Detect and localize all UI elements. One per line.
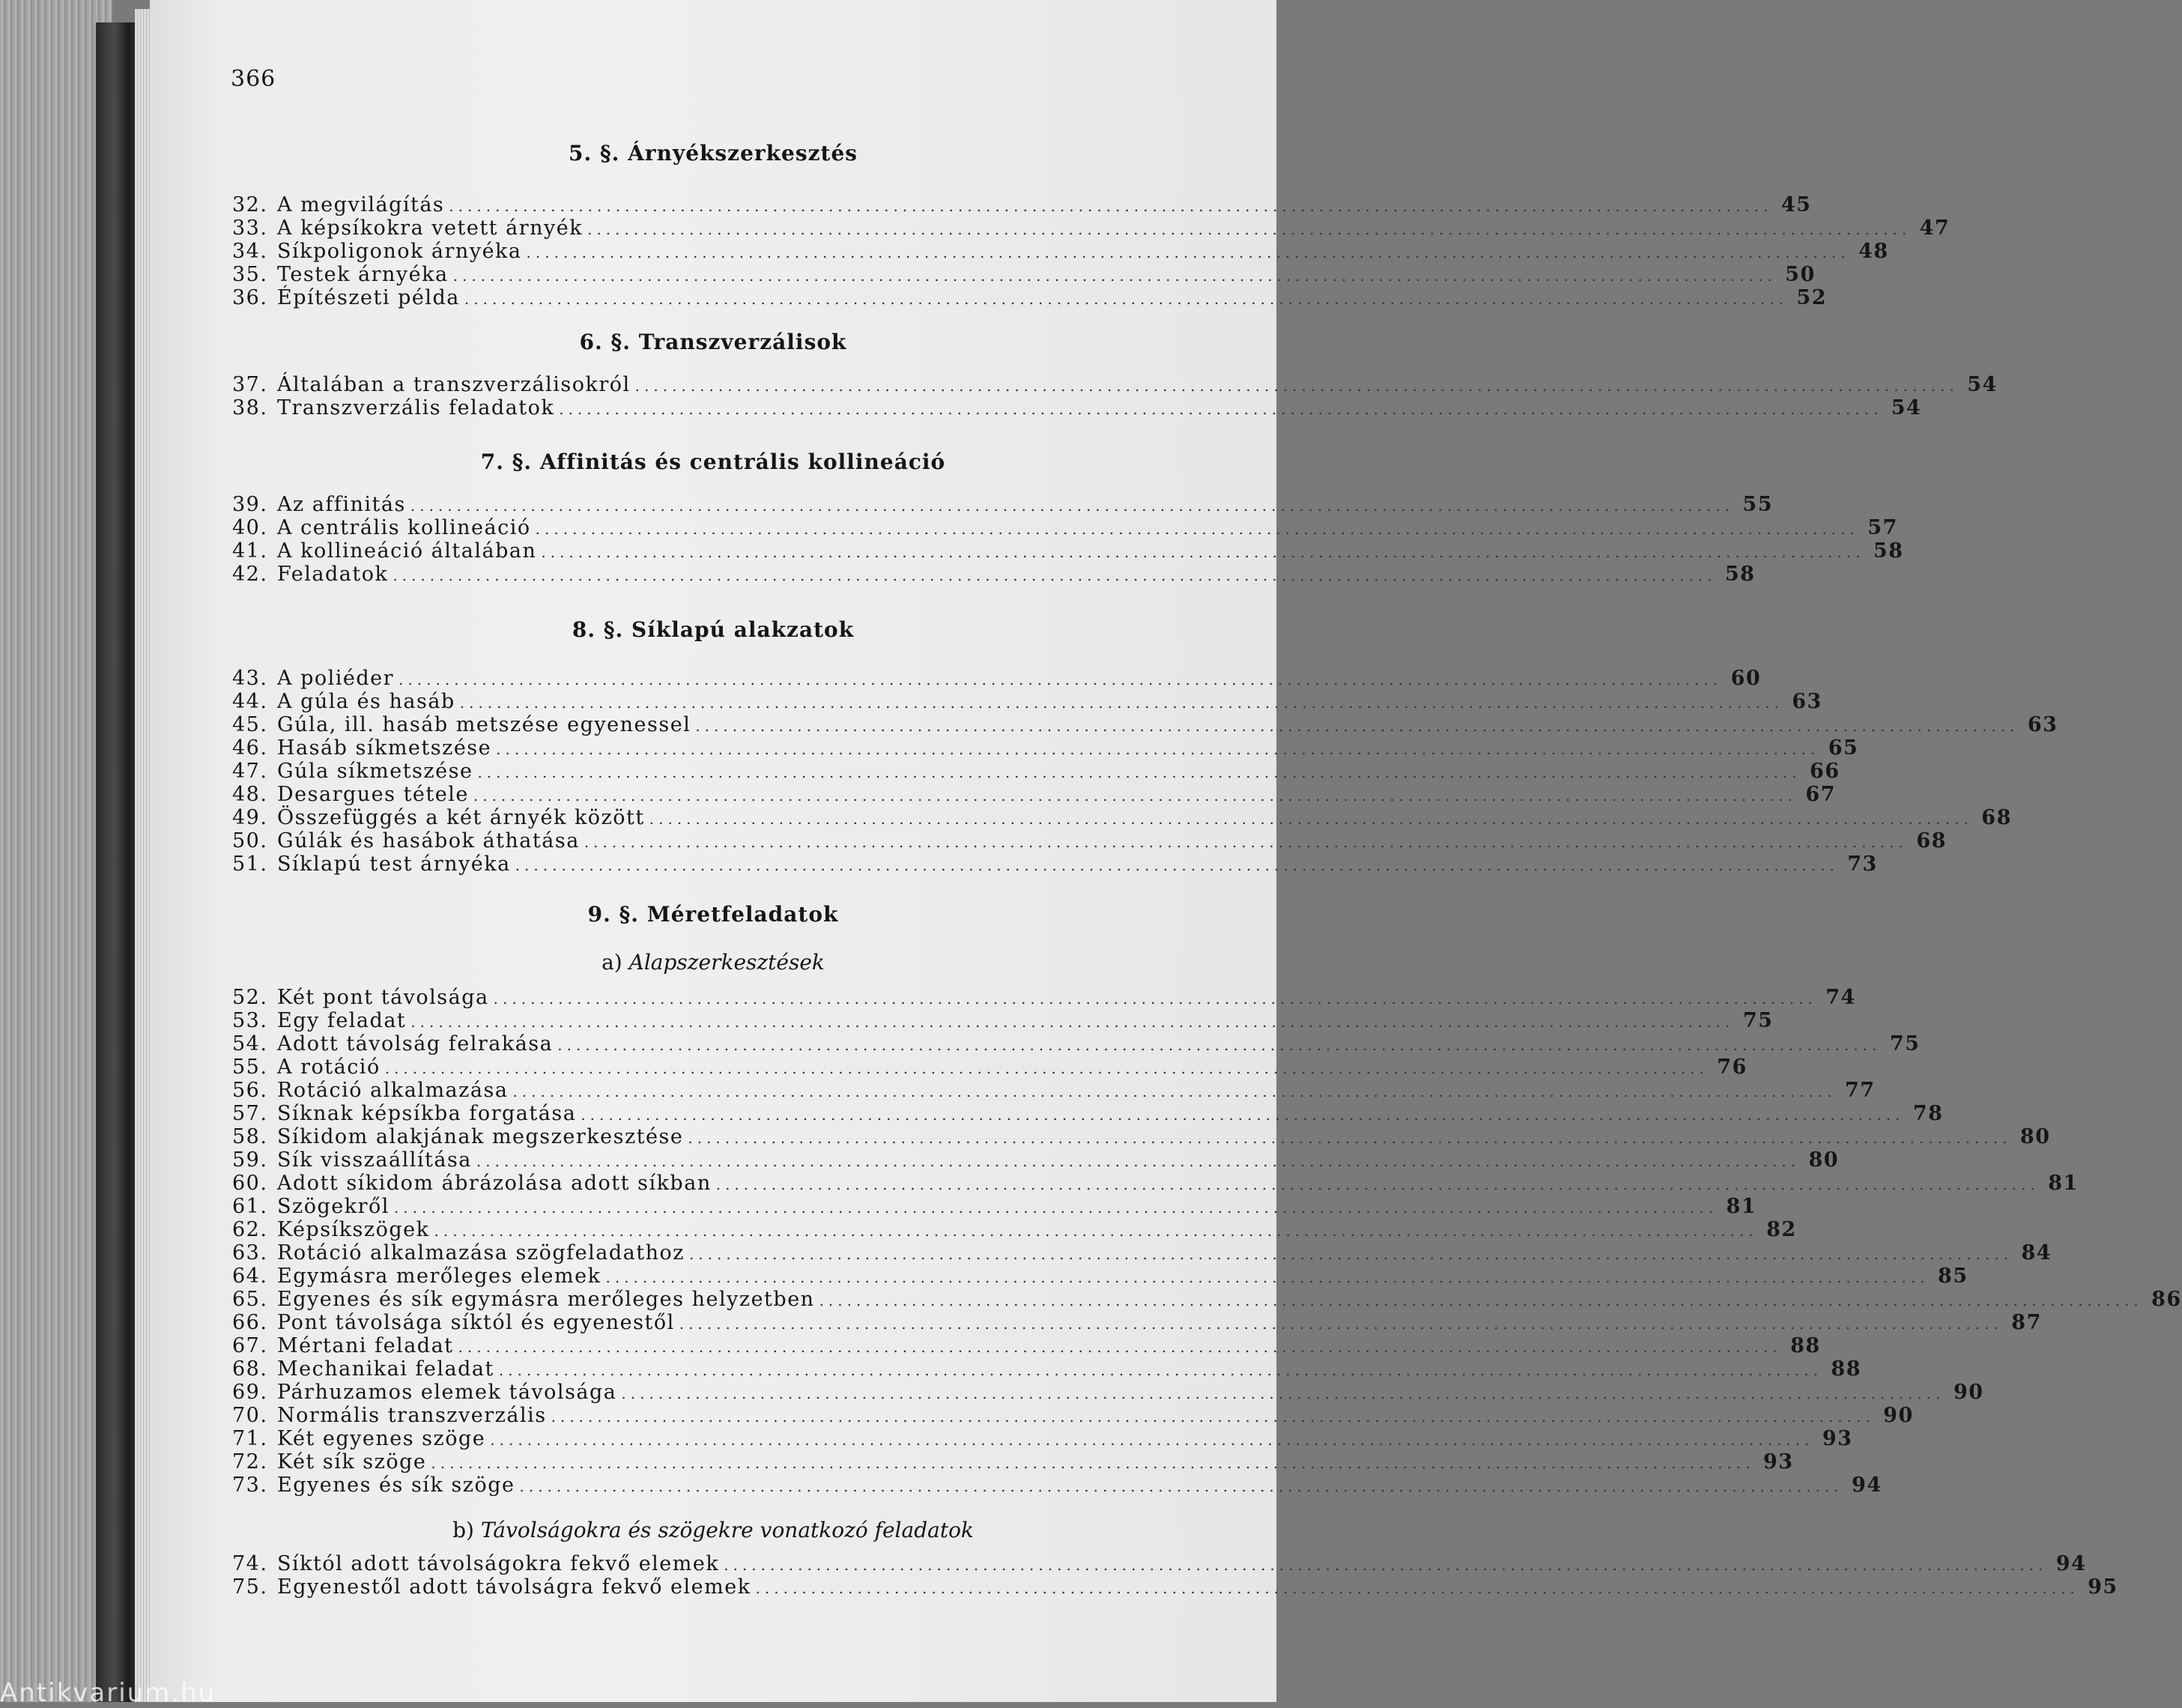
entry-title: Két egyenes szöge	[277, 1427, 486, 1450]
toc-entry[interactable]: 72. Két sík szöge ............................................................................................................................................... 93	[232, 1450, 1794, 1474]
entry-page: 52	[1796, 286, 1827, 309]
entry-number: 54.	[232, 1032, 268, 1056]
entry-page: 74	[1825, 986, 1856, 1009]
toc-entry[interactable]: 65. Egyenes és sík egymásra merőleges helyzetben ............................................................................................................................................... 86	[232, 1288, 2182, 1311]
entry-number: 52.	[232, 986, 268, 1009]
entry-page: 94	[1852, 1474, 1882, 1497]
entry-number: 68.	[232, 1357, 268, 1381]
entry-title: A poliéder	[277, 667, 395, 690]
entry-title: Normális transzverzális	[277, 1404, 547, 1427]
entry-page: 88	[1831, 1357, 1861, 1381]
entry-number: 63.	[232, 1241, 268, 1265]
entry-page: 80	[2019, 1125, 2051, 1148]
entry-title: Adott távolság felrakása	[277, 1032, 554, 1056]
toc-entry[interactable]: 51. Síklapú test árnyéka ............................................................................................................................................... 73	[232, 853, 1878, 876]
toc-entry[interactable]: 60. Adott síkidom ábrázolása adott síkban ............................................................................................................................................... 81	[232, 1172, 2079, 1195]
entry-number: 37.	[232, 373, 268, 396]
entry-title: Gúla síkmetszése	[277, 760, 473, 783]
toc-entry[interactable]: 42. Feladatok ............................................................................................................................................... 58	[232, 563, 1756, 586]
entry-number: 66.	[232, 1311, 268, 1334]
entry-number: 60.	[232, 1172, 268, 1195]
subsection-label: b)	[452, 1518, 474, 1542]
entry-title: Egyenes és sík egymásra merőleges helyzetben	[277, 1288, 815, 1311]
entry-number: 59.	[232, 1148, 268, 1172]
entry-title: Sík visszaállítása	[277, 1148, 472, 1172]
entry-page: 67	[1805, 783, 1836, 806]
entry-number: 34.	[232, 240, 268, 263]
entry-number: 48.	[232, 783, 268, 806]
entry-number: 35.	[232, 263, 268, 286]
entry-title: Feladatok	[277, 563, 389, 586]
subsection-name: Alapszerkesztések	[628, 950, 825, 975]
entry-page: 68	[1981, 806, 2012, 829]
entry-page: 54	[1891, 396, 1922, 420]
entry-page: 75	[1889, 1032, 1921, 1056]
entry-number: 55.	[232, 1056, 268, 1079]
entry-number: 70.	[232, 1404, 268, 1427]
entry-title: Síknak képsíkba forgatása	[277, 1102, 577, 1125]
toc-entry[interactable]: 52. Két pont távolsága ............................................................................................................................................... 74	[232, 986, 1856, 1009]
entry-page: 60	[1730, 667, 1762, 690]
toc-entry[interactable]: 57. Síknak képsíkba forgatása ............................................................................................................................................... 78	[232, 1102, 1944, 1125]
entry-page: 93	[1763, 1450, 1794, 1474]
entry-number: 40.	[232, 516, 268, 539]
toc-entry[interactable]: 32. A megvilágítás ............................................................................................................................................... 45	[232, 193, 1812, 216]
entry-number: 42.	[232, 563, 268, 586]
entry-page: 93	[1822, 1427, 1853, 1450]
entry-title: Testek árnyéka	[277, 263, 449, 286]
toc-entry[interactable]: 59. Sík visszaállítása ............................................................................................................................................... 80	[232, 1148, 1840, 1172]
entry-page: 45	[1781, 193, 1812, 216]
entry-page: 86	[2151, 1288, 2182, 1311]
toc-entry[interactable]: 69. Párhuzamos elemek távolsága ............................................................................................................................................... 90	[232, 1381, 1984, 1404]
subsection-title-b	[150, 1518, 1276, 1542]
entry-title: Építészeti példa	[277, 286, 460, 309]
entry-page: 50	[1785, 263, 1816, 286]
entry-title: Az affinitás	[277, 493, 406, 516]
entry-title: A gúla és hasáb	[277, 690, 455, 713]
entry-number: 67.	[232, 1334, 268, 1357]
section-title-8: 8. §. Síklapú alakzatok	[572, 617, 855, 642]
entry-page: 73	[1847, 853, 1878, 876]
entry-number: 51.	[232, 853, 268, 876]
entry-title: Hasáb síkmetszése	[277, 736, 492, 760]
subsection-name: Távolságokra és szögekre vonatkozó feladatok	[480, 1518, 974, 1542]
toc-entry[interactable]: 55. A rotáció ............................................................................................................................................... 76	[232, 1056, 1748, 1079]
entry-page: 77	[1844, 1079, 1876, 1102]
entry-title: Síkpoligonok árnyéka	[277, 240, 522, 263]
entry-title: Képsíkszögek	[277, 1218, 430, 1241]
entry-page: 76	[1717, 1056, 1748, 1079]
toc-entry[interactable]: 58. Síkidom alakjának megszerkesztése ............................................................................................................................................... 80	[232, 1125, 2051, 1148]
toc-entry[interactable]: 47. Gúla síkmetszése ............................................................................................................................................... 66	[232, 760, 1840, 783]
toc-list-section-8	[232, 667, 2058, 876]
entry-title: Egyenes és sík szöge	[277, 1474, 515, 1497]
section-title-7: 7. §. Affinitás és centrális kollineáció	[480, 449, 946, 474]
entry-title: Két sík szöge	[277, 1450, 427, 1474]
entry-number: 38.	[232, 396, 268, 420]
entry-number: 36.	[232, 286, 268, 309]
entry-number: 64.	[232, 1265, 268, 1288]
entry-number: 46.	[232, 736, 268, 760]
entry-page: 94	[2055, 1552, 2087, 1575]
entry-number: 72.	[232, 1450, 268, 1474]
toc-entry[interactable]: 56. Rotáció alkalmazása ............................................................................................................................................... 77	[232, 1079, 1876, 1102]
entry-page: 55	[1742, 493, 1773, 516]
toc-entry[interactable]: 53. Egy feladat ............................................................................................................................................... 75	[232, 1009, 1774, 1032]
toc-entry[interactable]: 66. Pont távolsága síktól és egyenestől ............................................................................................................................................... 87	[232, 1311, 2042, 1334]
entry-number: 44.	[232, 690, 268, 713]
toc-entry[interactable]: 71. Két egyenes szöge ............................................................................................................................................... 93	[232, 1427, 1853, 1450]
entry-page: 82	[1766, 1218, 1797, 1241]
entry-number: 57.	[232, 1102, 268, 1125]
toc-entry[interactable]: 75. Egyenestől adott távolságra fekvő elemek ............................................................................................................................................... 95	[232, 1575, 2118, 1599]
entry-number: 56.	[232, 1079, 268, 1102]
toc-entry[interactable]: 70. Normális transzverzális ............................................................................................................................................... 90	[232, 1404, 1914, 1427]
entry-number: 39.	[232, 493, 268, 516]
entry-page: 81	[2048, 1172, 2079, 1195]
entry-title: Rotáció alkalmazása	[277, 1079, 509, 1102]
toc-list-section-9a	[232, 986, 2182, 1497]
entry-number: 75.	[232, 1575, 268, 1599]
entry-title: Egy feladat	[277, 1009, 407, 1032]
section-title-9: 9. §. Méretfeladatok	[587, 902, 839, 927]
entry-page: 57	[1867, 516, 1898, 539]
toc-entry[interactable]: 54. Adott távolság felrakása ............................................................................................................................................... 75	[232, 1032, 1921, 1056]
toc-entry[interactable]: 44. A gúla és hasáb ............................................................................................................................................... 63	[232, 690, 1822, 713]
entry-title: A képsíkokra vetett árnyék	[277, 216, 584, 240]
toc-list-section-6	[232, 373, 1998, 420]
entry-page: 48	[1858, 240, 1889, 263]
entry-title: A rotáció	[277, 1056, 381, 1079]
toc-entry[interactable]: 68. Mechanikai feladat ............................................................................................................................................... 88	[232, 1357, 1861, 1381]
entry-title: Pont távolsága síktól és egyenestől	[277, 1311, 675, 1334]
toc-entry[interactable]: 37. Általában a transzverzálisokról ............................................................................................................................................... 54	[232, 373, 1998, 396]
toc-entry[interactable]: 34. Síkpoligonok árnyéka ............................................................................................................................................... 48	[232, 240, 1889, 263]
entry-page: 58	[1873, 539, 1904, 563]
section-title-5: 5. §. Árnyékszerkesztés	[568, 141, 858, 166]
entry-page: 68	[1916, 829, 1947, 853]
entry-page: 95	[2088, 1575, 2118, 1599]
entry-title: Két pont távolsága	[277, 986, 489, 1009]
subsection-title-a	[150, 950, 1276, 975]
page-number: 366	[231, 66, 276, 92]
entry-number: 32.	[232, 193, 268, 216]
entry-number: 69.	[232, 1381, 268, 1404]
toc-entry[interactable]: 63. Rotáció alkalmazása szögfeladathoz ............................................................................................................................................... 84	[232, 1241, 2052, 1265]
toc-entry[interactable]: 61. Szögekről ............................................................................................................................................... 81	[232, 1195, 1757, 1218]
entry-number: 61.	[232, 1195, 268, 1218]
toc-list-section-7	[232, 493, 1904, 586]
toc-entry[interactable]: 35. Testek árnyéka ............................................................................................................................................... 50	[232, 263, 1816, 286]
toc-entry[interactable]: 73. Egyenes és sík szöge ............................................................................................................................................... 94	[232, 1474, 1882, 1497]
entry-title: Szögekről	[277, 1195, 390, 1218]
entry-title: Transzverzális feladatok	[277, 396, 555, 420]
entry-title: Mechanikai feladat	[277, 1357, 494, 1381]
toc-entry[interactable]: 33. A képsíkokra vetett árnyék ............................................................................................................................................... 47	[232, 216, 1951, 240]
entry-page: 65	[1828, 736, 1859, 760]
entry-title: Síkidom alakjának megszerkesztése	[277, 1125, 684, 1148]
entry-number: 71.	[232, 1427, 268, 1450]
toc-entry[interactable]: 48. Desargues tétele ............................................................................................................................................... 67	[232, 783, 1836, 806]
toc-entry[interactable]: 67. Mértani feladat ............................................................................................................................................... 88	[232, 1334, 1821, 1357]
entry-title: Rotáció alkalmazása szögfeladathoz	[277, 1241, 685, 1265]
entry-title: A kollineáció általában	[277, 539, 537, 563]
toc-entry[interactable]: 50. Gúlák és hasábok áthatása ............................................................................................................................................... 68	[232, 829, 1947, 853]
entry-number: 74.	[232, 1552, 268, 1575]
entry-title: Desargues tétele	[277, 783, 469, 806]
toc-entry[interactable]: 62. Képsíkszögek ............................................................................................................................................... 82	[232, 1218, 1797, 1241]
entry-title: Síklapú test árnyéka	[277, 853, 511, 876]
toc-entry[interactable]: 45. Gúla, ill. hasáb metszése egyenessel ............................................................................................................................................... 63	[232, 713, 2058, 736]
entry-number: 45.	[232, 713, 268, 736]
entry-title: Általában a transzverzálisokról	[277, 373, 631, 396]
toc-entry[interactable]: 46. Hasáb síkmetszése ............................................................................................................................................... 65	[232, 736, 1859, 760]
section-title-6: 6. §. Transzverzálisok	[579, 330, 847, 354]
entry-number: 41.	[232, 539, 268, 563]
entry-page: 81	[1726, 1195, 1757, 1218]
entry-page: 88	[1790, 1334, 1821, 1357]
toc-entry[interactable]: 41. A kollineáció általában ............................................................................................................................................... 58	[232, 539, 1904, 563]
page-edges	[135, 9, 151, 1702]
entry-number: 50.	[232, 829, 268, 853]
toc-entry[interactable]: 49. Összefüggés a két árnyék között ............................................................................................................................................... 68	[232, 806, 2012, 829]
entry-title: Mértani feladat	[277, 1334, 454, 1357]
entry-number: 49.	[232, 806, 268, 829]
entry-number: 33.	[232, 216, 268, 240]
entry-page: 85	[1938, 1265, 1969, 1288]
entry-page: 54	[1967, 373, 1998, 396]
toc-entry[interactable]: 40. A centrális kollineáció ............................................................................................................................................... 57	[232, 516, 1898, 539]
entry-page: 47	[1919, 216, 1951, 240]
entry-page: 84	[2021, 1241, 2052, 1265]
entry-page: 90	[1883, 1404, 1914, 1427]
entry-page: 66	[1810, 760, 1840, 783]
toc-entry[interactable]: 38. Transzverzális feladatok ............................................................................................................................................... 54	[232, 396, 1922, 420]
toc-entry[interactable]: 36. Építészeti példa ............................................................................................................................................... 52	[232, 286, 1827, 309]
watermark: Antikvarium.hu	[0, 1678, 216, 1708]
entry-number: 58.	[232, 1125, 268, 1148]
entry-number: 47.	[232, 760, 268, 783]
entry-title: Gúlák és hasábok áthatása	[277, 829, 580, 853]
toc-list-section-9b	[232, 1552, 2118, 1599]
entry-number: 43.	[232, 667, 268, 690]
toc-entry[interactable]: 39. Az affinitás ............................................................................................................................................... 55	[232, 493, 1773, 516]
toc-entry[interactable]: 74. Síktól adott távolságokra fekvő elemek ............................................................................................................................................... 94	[232, 1552, 2087, 1575]
entry-title: Egyenestől adott távolságra fekvő elemek	[277, 1575, 751, 1599]
entry-title: Párhuzamos elemek távolsága	[277, 1381, 617, 1404]
entry-title: Síktól adott távolságokra fekvő elemek	[277, 1552, 720, 1575]
entry-page: 75	[1742, 1009, 1774, 1032]
subsection-label: a)	[601, 950, 622, 975]
toc-entry[interactable]: 43. A poliéder ............................................................................................................................................... 60	[232, 667, 1762, 690]
entry-number: 62.	[232, 1218, 268, 1241]
entry-number: 73.	[232, 1474, 268, 1497]
entry-page: 78	[1912, 1102, 1944, 1125]
entry-title: Adott síkidom ábrázolása adott síkban	[277, 1172, 712, 1195]
entry-title: A megvilágítás	[277, 193, 445, 216]
entry-title: Egymásra merőleges elemek	[277, 1265, 601, 1288]
entry-title: Összefüggés a két árnyék között	[277, 806, 645, 829]
entry-title: A centrális kollineáció	[277, 516, 531, 539]
entry-title: Gúla, ill. hasáb metszése egyenessel	[277, 713, 691, 736]
entry-number: 65.	[232, 1288, 268, 1311]
toc-entry[interactable]: 64. Egymásra merőleges elemek ............................................................................................................................................... 85	[232, 1265, 1969, 1288]
book-page	[150, 0, 2182, 1702]
toc-list-section-5	[232, 193, 1951, 309]
entry-page: 63	[1792, 690, 1822, 713]
entry-page: 90	[1953, 1381, 1984, 1404]
entry-page: 87	[2011, 1311, 2042, 1334]
entry-number: 53.	[232, 1009, 268, 1032]
entry-page: 80	[1808, 1148, 1840, 1172]
entry-page: 63	[2027, 713, 2058, 736]
entry-page: 58	[1724, 563, 1756, 586]
